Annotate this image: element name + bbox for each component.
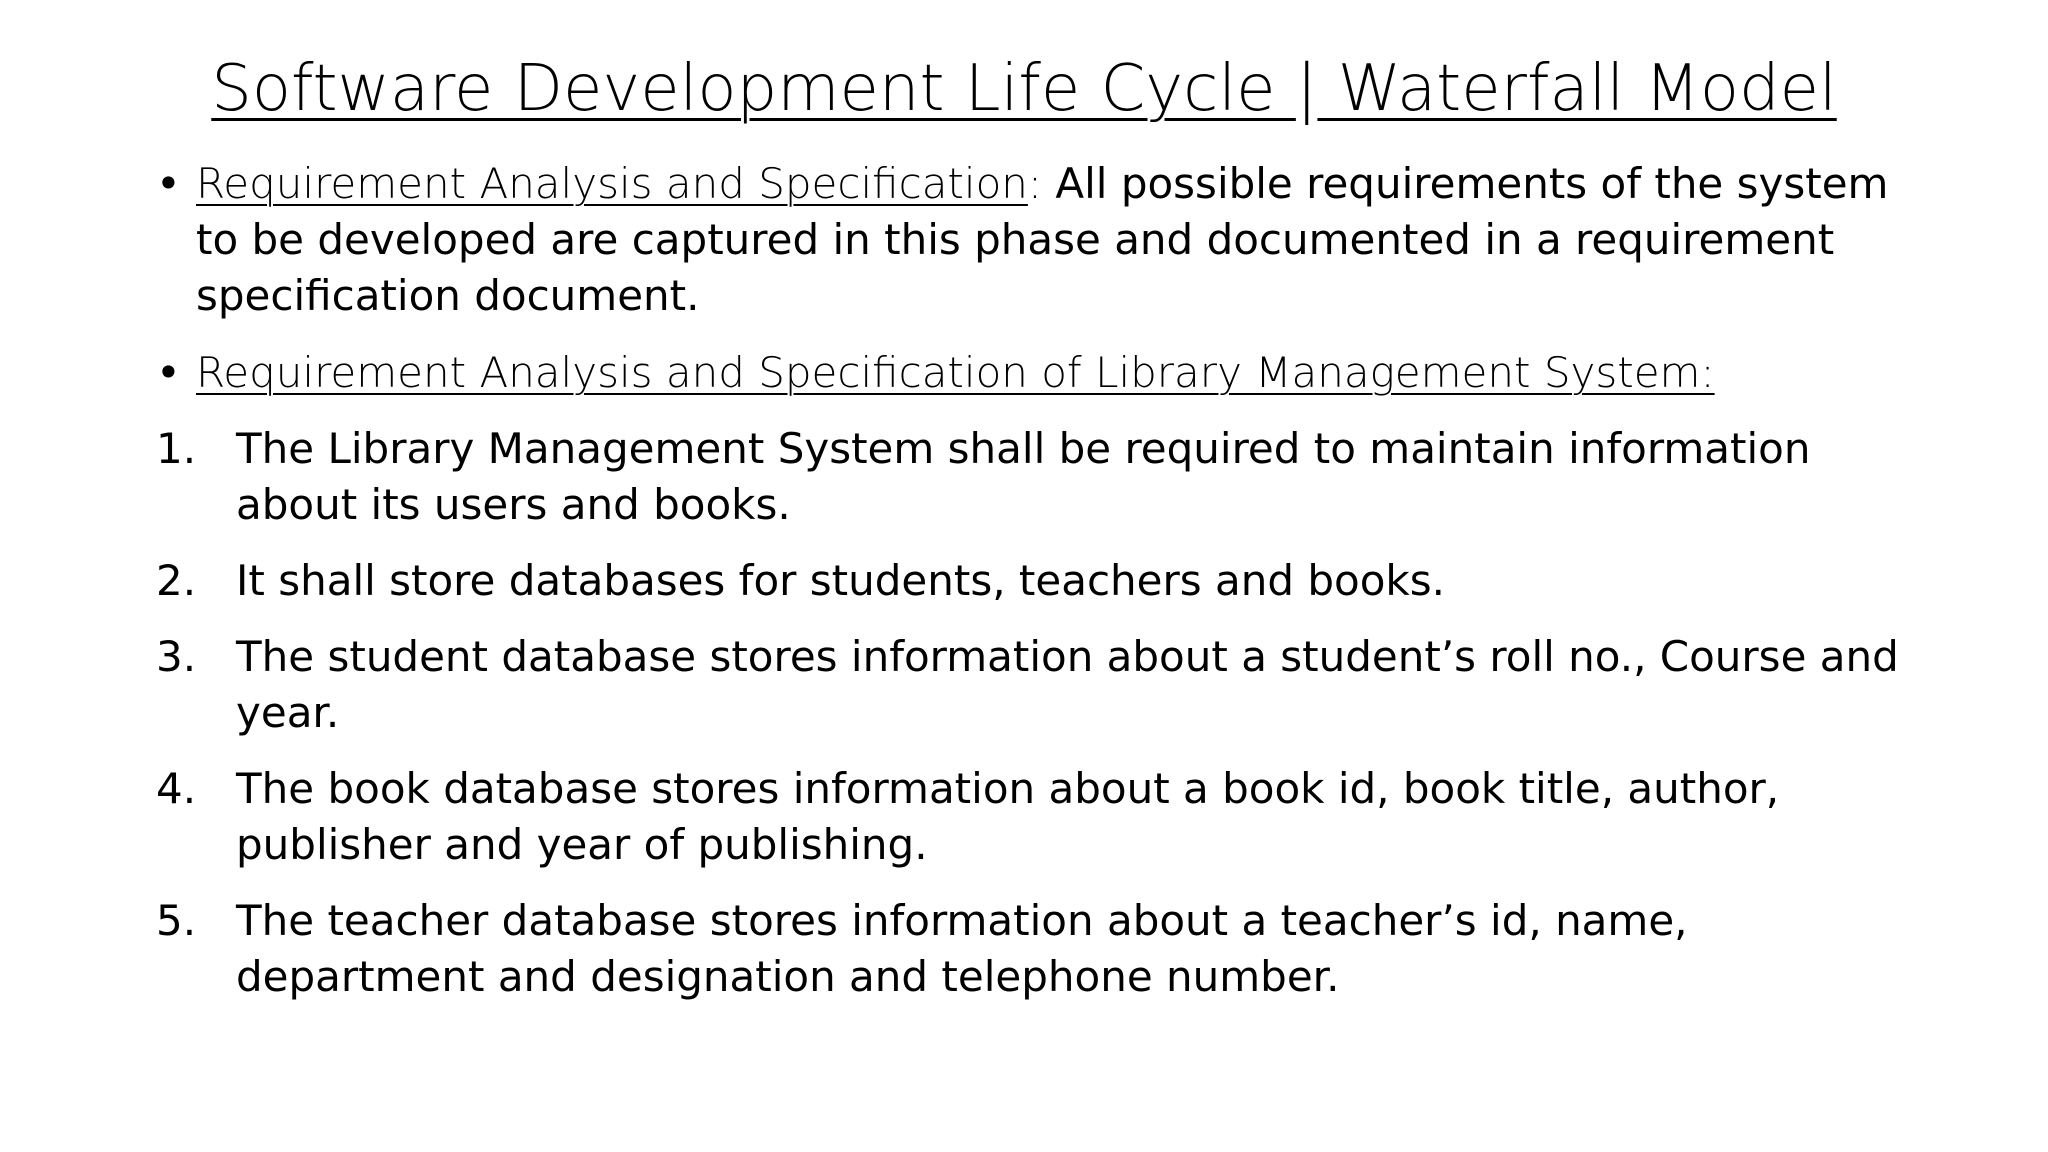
bullet-colon: : [1027, 159, 1043, 208]
numbered-item-1 [156, 421, 1926, 533]
bullet-item-library-heading [156, 345, 1926, 401]
bullet-text: All possible requirements of the system to be developed are captured in this phase and documented in a requirement specification document. [196, 159, 1889, 320]
list-item-text: It shall store databases for students, teachers and books. [236, 556, 1445, 605]
title-part-1: Software Development Life Cycle [211, 52, 1296, 126]
list-number: 5. [156, 896, 197, 945]
list-item-text: The teacher database stores information about a teacher’s id, name, department and designation and telephone number. [236, 896, 1688, 1001]
list-item-text: The student database stores information about a student’s roll no., Course and year. [236, 632, 1899, 737]
slide-title [0, 44, 2048, 134]
title-separator: | [1295, 52, 1318, 126]
bullet-marker: • [156, 348, 181, 397]
slide-body [156, 156, 1926, 1025]
title-part-2: Waterfall Model [1317, 52, 1837, 126]
numbered-item-3 [156, 629, 1926, 741]
list-item-text: The Library Management System shall be required to maintain information about its users and books. [236, 424, 1811, 529]
numbered-item-5 [156, 893, 1926, 1005]
list-number: 1. [156, 424, 197, 473]
bullet-item-requirements [156, 156, 1926, 324]
numbered-item-2 [156, 553, 1926, 609]
list-number: 3. [156, 632, 197, 681]
numbered-item-4 [156, 761, 1926, 873]
bullet-marker: • [156, 159, 181, 208]
list-number: 2. [156, 556, 197, 605]
bullet-heading: Requirement Analysis and Specification of Library Management System: [196, 348, 1715, 397]
list-number: 4. [156, 764, 197, 813]
list-item-text: The book database stores information about a book id, book title, author, publisher and year of publishing. [236, 764, 1780, 869]
bullet-heading: Requirement Analysis and Specification [196, 159, 1028, 208]
